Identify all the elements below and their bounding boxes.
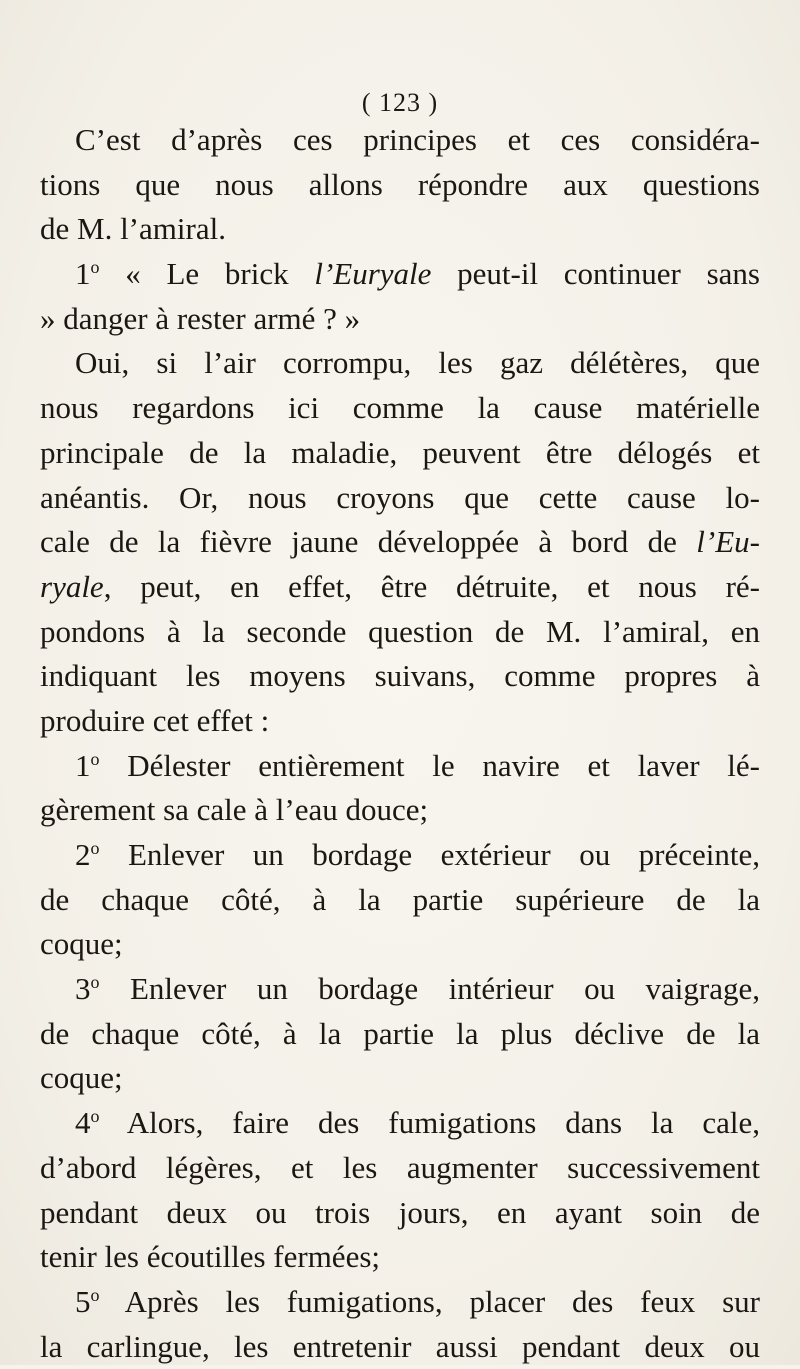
text-line: coque; (40, 1060, 123, 1096)
text-line: coque; (40, 926, 123, 962)
text-line: 5$^o$ Après les fumigations, placer des feux sur (75, 1283, 760, 1319)
text-line: cale de la fièvre jaune développée à bord de l’Eu- (40, 524, 760, 560)
text-line: 3$^o$ Enlever un bordage intérieur ou vaigrage, (75, 971, 760, 1007)
text-line: 4$^o$ Alors, faire des fumigations dans la cale, (75, 1105, 760, 1141)
text-line: anéantis. Or, nous croyons que cette cause lo- (40, 479, 760, 515)
page-number: ( 123 ) (361, 88, 439, 117)
text-line: de chaque côté, à la partie supérieure de la (40, 881, 760, 917)
text-line: pondons à la seconde question de M. l’amiral, en (40, 613, 760, 649)
text-line: » danger à rester armé ? » (40, 300, 361, 336)
ship-name: ryale (40, 568, 104, 604)
text-line: 1$^o$ « Le brick l’Euryale peut-il continuer sans (75, 256, 760, 292)
text-line: Oui, si l’air corrompu, les gaz délétères, que (75, 345, 760, 381)
ship-name: l’Eu- (696, 524, 760, 560)
text-line: la carlingue, les entretenir aussi pendant deux ou (40, 1328, 760, 1364)
text-line: d’abord légères, et les augmenter successivement (40, 1149, 760, 1185)
body-text (40, 118, 760, 1369)
text-line: C’est d’après ces principes et ces considéra- (75, 122, 760, 157)
text-line: tions que nous allons répondre aux questions (40, 166, 760, 202)
text-line: nous regardons ici comme la cause matérielle (40, 390, 760, 426)
text-line: principale de la maladie, peuvent être délogés et (40, 434, 760, 470)
text-line: indiquant les moyens suivans, comme propres à (40, 658, 760, 694)
text-line: de chaque côté, à la partie la plus déclive de la (40, 1015, 760, 1051)
text-line: 1$^o$ Délester entièrement le navire et laver lé- (75, 747, 760, 783)
text-line: produire cet effet : (40, 702, 270, 738)
text-line: pendant deux ou trois jours, en ayant soin de (40, 1194, 760, 1230)
text-line: ryale, peut, en effet, être détruite, et nous ré- (40, 568, 760, 604)
ship-name: l’Euryale (314, 256, 432, 292)
text-line: tenir les écoutilles fermées; (40, 1239, 381, 1275)
text-line: de M. l’amiral. (40, 211, 226, 247)
text-line: 2$^o$ Enlever un bordage extérieur ou préceinte, (75, 837, 760, 872)
text-line: gèrement sa cale à l’eau douce; (40, 792, 429, 828)
